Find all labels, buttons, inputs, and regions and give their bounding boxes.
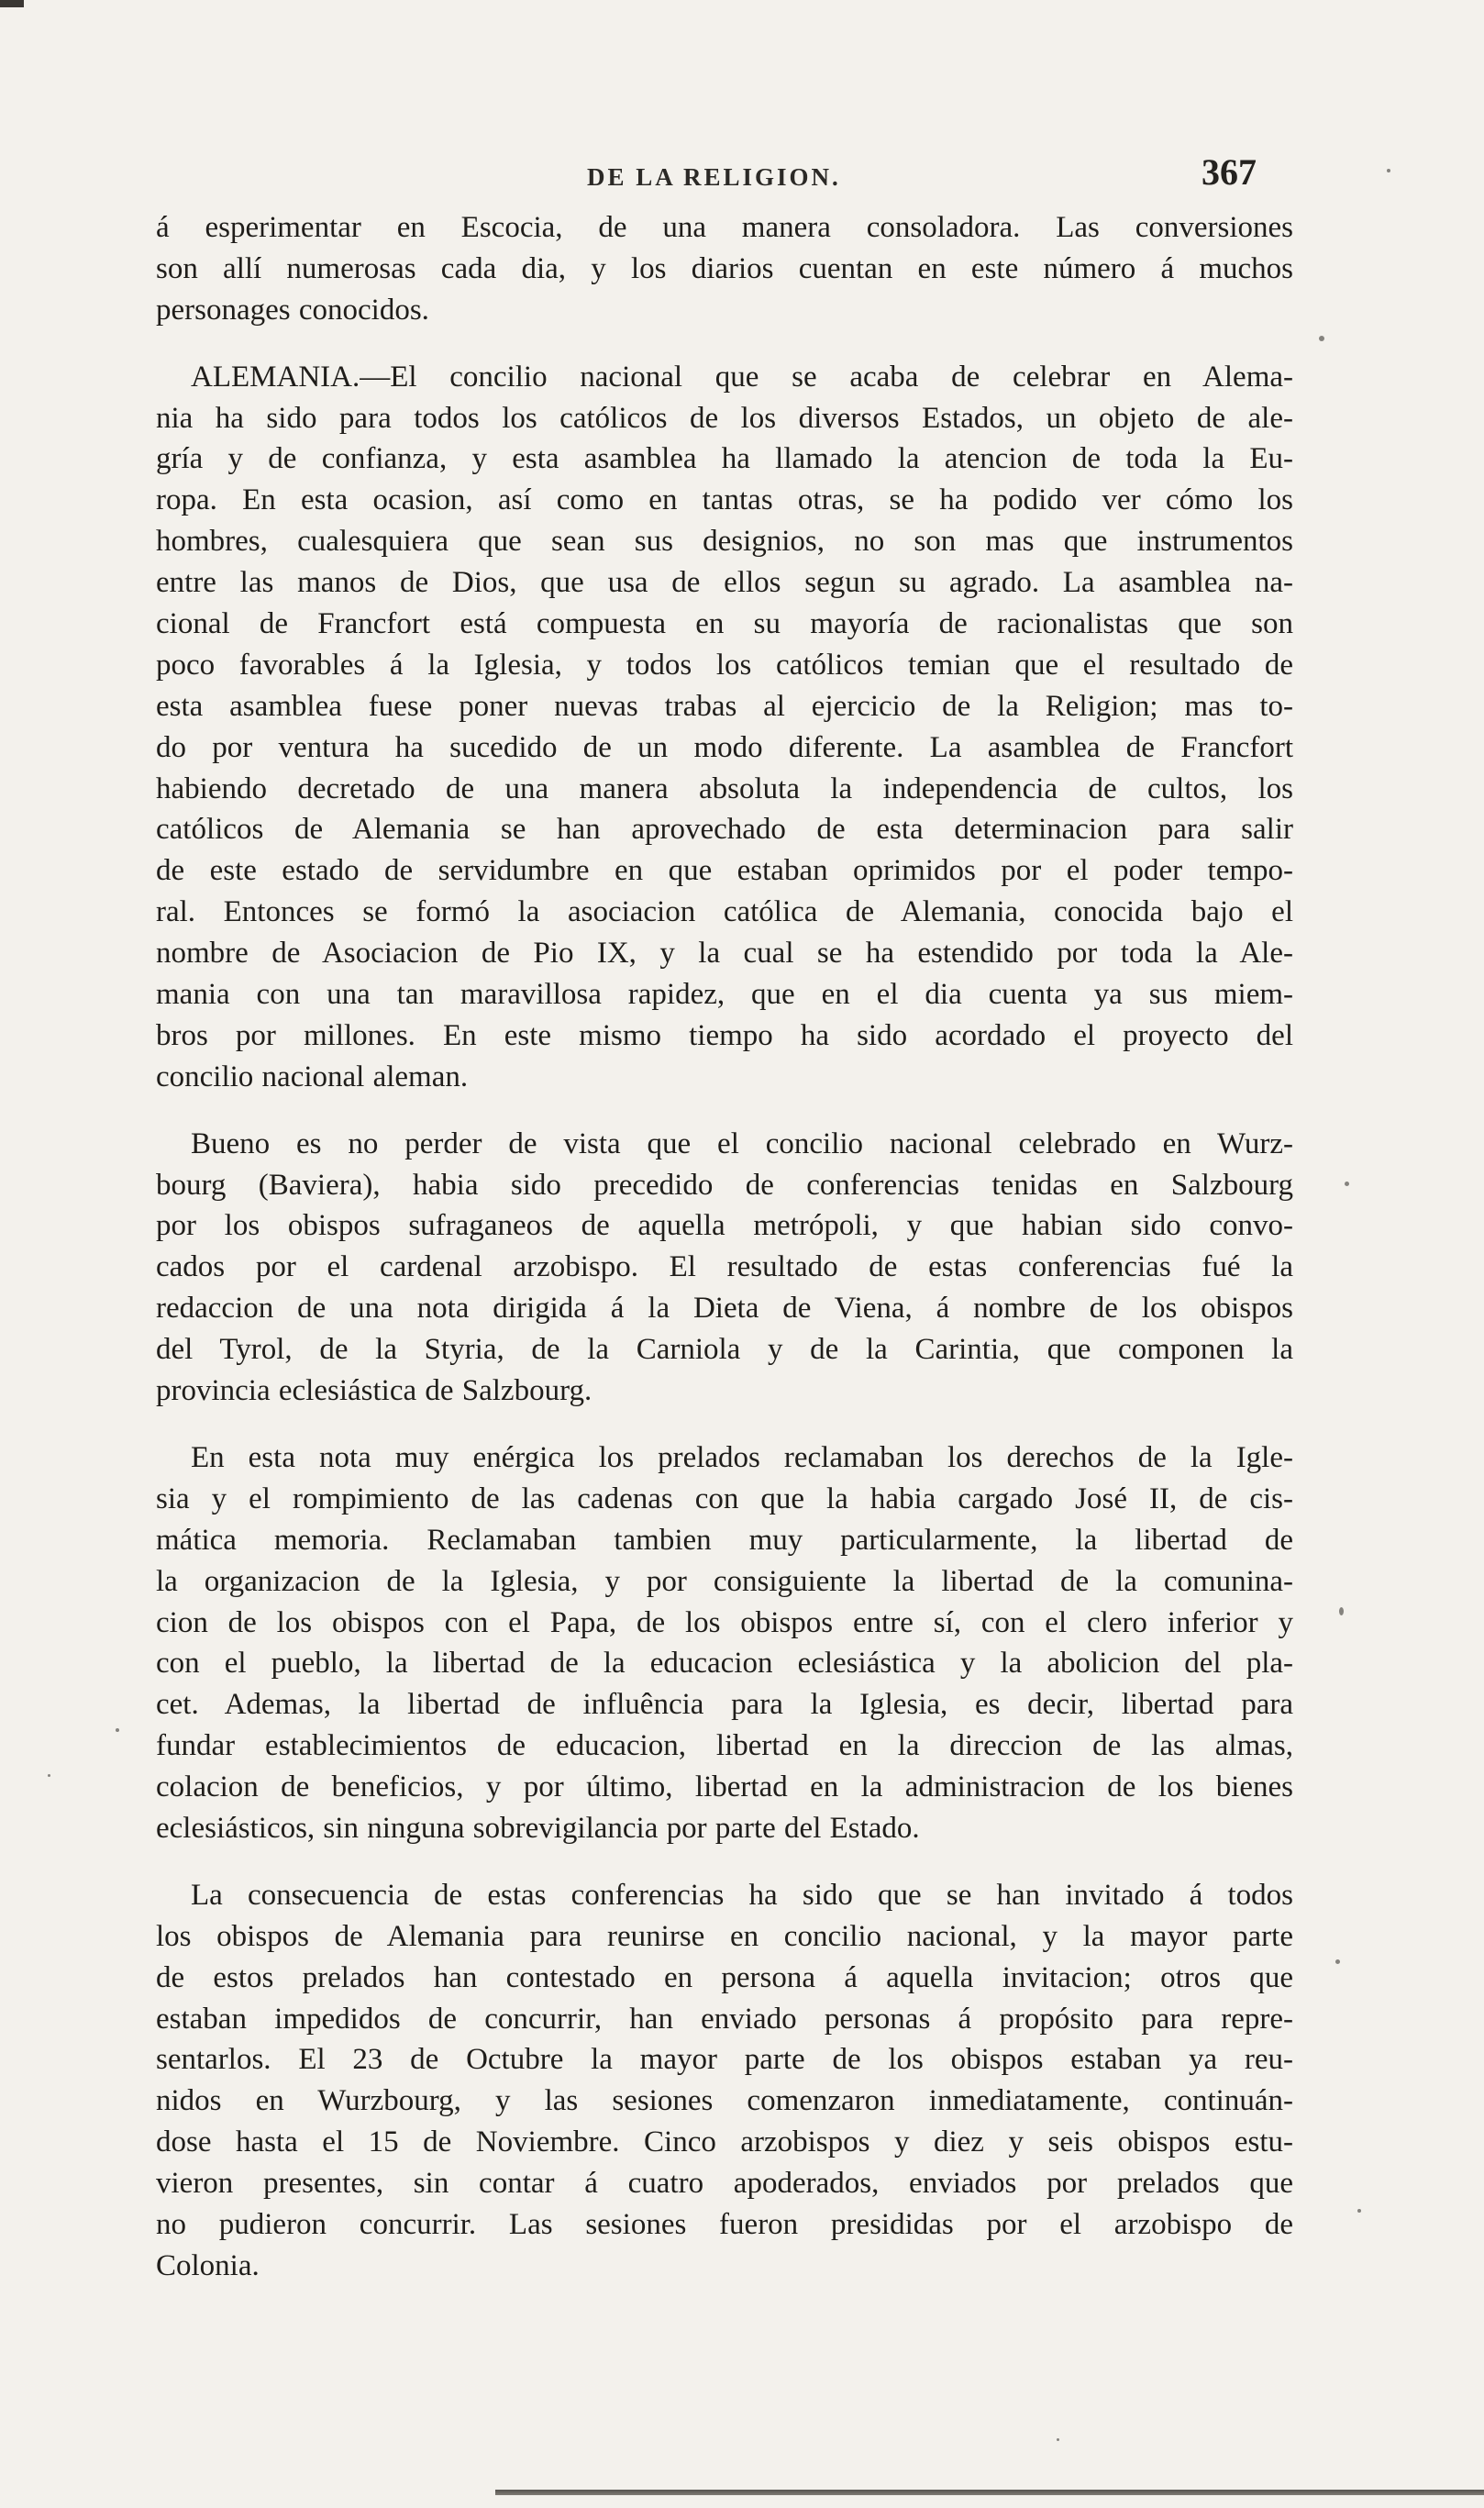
paragraph (156, 207, 1293, 331)
paragraph-gap (156, 1412, 1293, 1437)
text-line: redaccion de una nota dirigida á la Dieta de Viena, á nombre de los obispos (156, 1292, 1293, 1326)
paragraph-gap (156, 331, 1293, 357)
text-line: bourg (Baviera), habia sido precedido de conferencias tenidas en Salzbourg (156, 1168, 1293, 1202)
text-line: sia y el rompimiento de las cadenas con que la habia cargado José II, de cis- (156, 1481, 1293, 1515)
text-line: no pudieron concurrir. Las sesiones fueron presididas por el arzobispo de (156, 2207, 1293, 2241)
scan-speck (1335, 1959, 1340, 1964)
text-line: cet. Ademas, la libertad de influência para la Iglesia, es decir, libertad para (156, 1688, 1293, 1722)
text-line: del Tyrol, de la Styria, de la Carniola y de la Carintia, que componen la (156, 1333, 1293, 1367)
text-line: cados por el cardenal arzobispo. El resultado de estas conferencias fué la (156, 1250, 1293, 1284)
text-line: fundar establecimientos de educacion, libertad en la direccion de las almas, (156, 1729, 1293, 1763)
text-line: hombres, cualesquiera que sean sus designios, no son mas que instrumentos (156, 525, 1293, 559)
text-line: con el pueblo, la libertad de la educacion eclesiástica y la abolicion del pla- (156, 1647, 1293, 1681)
scan-speck (1345, 1182, 1349, 1186)
text-line: nombre de Asociacion de Pio IX, y la cual se ha estendido por toda la Ale- (156, 937, 1293, 971)
text-line: ropa. En esta ocasion, así como en tantas otras, se ha podido ver cómo los (156, 483, 1293, 517)
text-line: bros por millones. En este mismo tiempo ha sido acordado el proyecto del (156, 1018, 1293, 1052)
scan-speck (1057, 2438, 1059, 2441)
text-line: Colonia. (156, 2248, 260, 2282)
text-line: do por ventura ha sucedido de un modo diferente. La asamblea de Francfort (156, 730, 1293, 764)
page-number: 367 (1202, 151, 1257, 193)
text-line: En esta nota muy enérgica los prelados reclamaban los derechos de la Igle- (191, 1440, 1293, 1474)
text-line: son allí numerosas cada dia, y los diarios cuentan en este número á muchos (156, 251, 1293, 285)
text-line: poco favorables á la Iglesia, y todos los católicos temian que el resultado de (156, 648, 1293, 682)
text-line: entre las manos de Dios, que usa de ellos segun su agrado. La asamblea na- (156, 566, 1293, 600)
text-line: cional de Francfort está compuesta en su mayoría de racionalistas que son (156, 607, 1293, 641)
text-line: eclesiásticos, sin ninguna sobrevigilancia por parte del Estado. (156, 1811, 920, 1845)
running-head (156, 151, 1293, 205)
text-line: á esperimentar en Escocia, de una manera consoladora. Las conversiones (156, 211, 1293, 244)
text-line: provincia eclesiástica de Salzbourg. (156, 1374, 592, 1408)
text-line: los obispos de Alemania para reunirse en concilio nacional, y la mayor parte (156, 1919, 1293, 1953)
paragraph (156, 357, 1293, 1098)
paragraph-gap (156, 1849, 1293, 1875)
text-line: mania con una tan maravillosa rapidez, que en el dia cuenta ya sus miem- (156, 978, 1293, 1012)
text-line: católicos de Alemania se han aprovechado de esta determinacion para salir (156, 813, 1293, 847)
scan-speck (116, 1728, 119, 1732)
text-line: habiendo decretado de una manera absoluta la independencia de cultos, los (156, 771, 1293, 805)
text-line: concilio nacional aleman. (156, 1060, 469, 1093)
text-line: dose hasta el 15 de Noviembre. Cinco arzobispos y diez y seis obispos estu- (156, 2125, 1293, 2159)
text-line: mática memoria. Reclamaban tambien muy particularmente, la libertad de (156, 1523, 1293, 1557)
bottom-edge-rule (495, 2490, 1484, 2495)
scan-speck (1319, 336, 1324, 341)
text-line: nia ha sido para todos los católicos de los diversos Estados, un objeto de ale- (156, 401, 1293, 435)
running-head-title: DE LA RELIGION. (587, 163, 841, 191)
text-line: sentarlos. El 23 de Octubre la mayor parte de los obispos estaban ya reu- (156, 2043, 1293, 2077)
text-line: gría y de confianza, y esta asamblea ha llamado la atencion de toda la Eu- (156, 442, 1293, 476)
text-line: colacion de beneficios, y por último, libertad en la administracion de los bienes (156, 1770, 1293, 1804)
text-line: esta asamblea fuese poner nuevas trabas al ejercicio de la Religion; mas to- (156, 689, 1293, 723)
text-line: nidos en Wurzbourg, y las sesiones comenzaron inmediatamente, continuán- (156, 2084, 1293, 2118)
paragraph (156, 1124, 1293, 1412)
scan-corner-mark (0, 0, 24, 7)
text-line: ALEMANIA.—El concilio nacional que se acaba de celebrar en Alema- (191, 360, 1293, 394)
scan-speck (1339, 1607, 1344, 1615)
paragraph (156, 1437, 1293, 1849)
text-line: Bueno es no perder de vista que el concilio nacional celebrado en Wurz- (191, 1126, 1293, 1160)
text-line: por los obispos sufraganeos de aquella metrópoli, y que habian sido convo- (156, 1209, 1293, 1243)
text-line: La consecuencia de estas conferencias ha sido que se han invitado á todos (191, 1878, 1293, 1912)
text-line: ral. Entonces se formó la asociacion católica de Alemania, conocida bajo el (156, 895, 1293, 929)
text-line: vieron presentes, sin contar á cuatro apoderados, enviados por prelados que (156, 2167, 1293, 2201)
scan-speck (1387, 169, 1390, 172)
text-line: personages conocidos. (156, 293, 429, 327)
body-text (156, 207, 1293, 2287)
scan-speck (1357, 2209, 1361, 2213)
text-line: de estos prelados han contestado en persona á aquella invitacion; otros que (156, 1960, 1293, 1994)
text-line: la organizacion de la Iglesia, y por consiguiente la libertad de la comunina- (156, 1564, 1293, 1598)
text-line: cion de los obispos con el Papa, de los obispos entre sí, con el clero inferior y (156, 1605, 1293, 1639)
paragraph-gap (156, 1098, 1293, 1124)
text-line: estaban impedidos de concurrir, han enviado personas á propósito para repre- (156, 2002, 1293, 2036)
scan-speck (48, 1774, 50, 1777)
text-line: de este estado de servidumbre en que estaban oprimidos por el poder tempo- (156, 854, 1293, 888)
paragraph (156, 1875, 1293, 2287)
